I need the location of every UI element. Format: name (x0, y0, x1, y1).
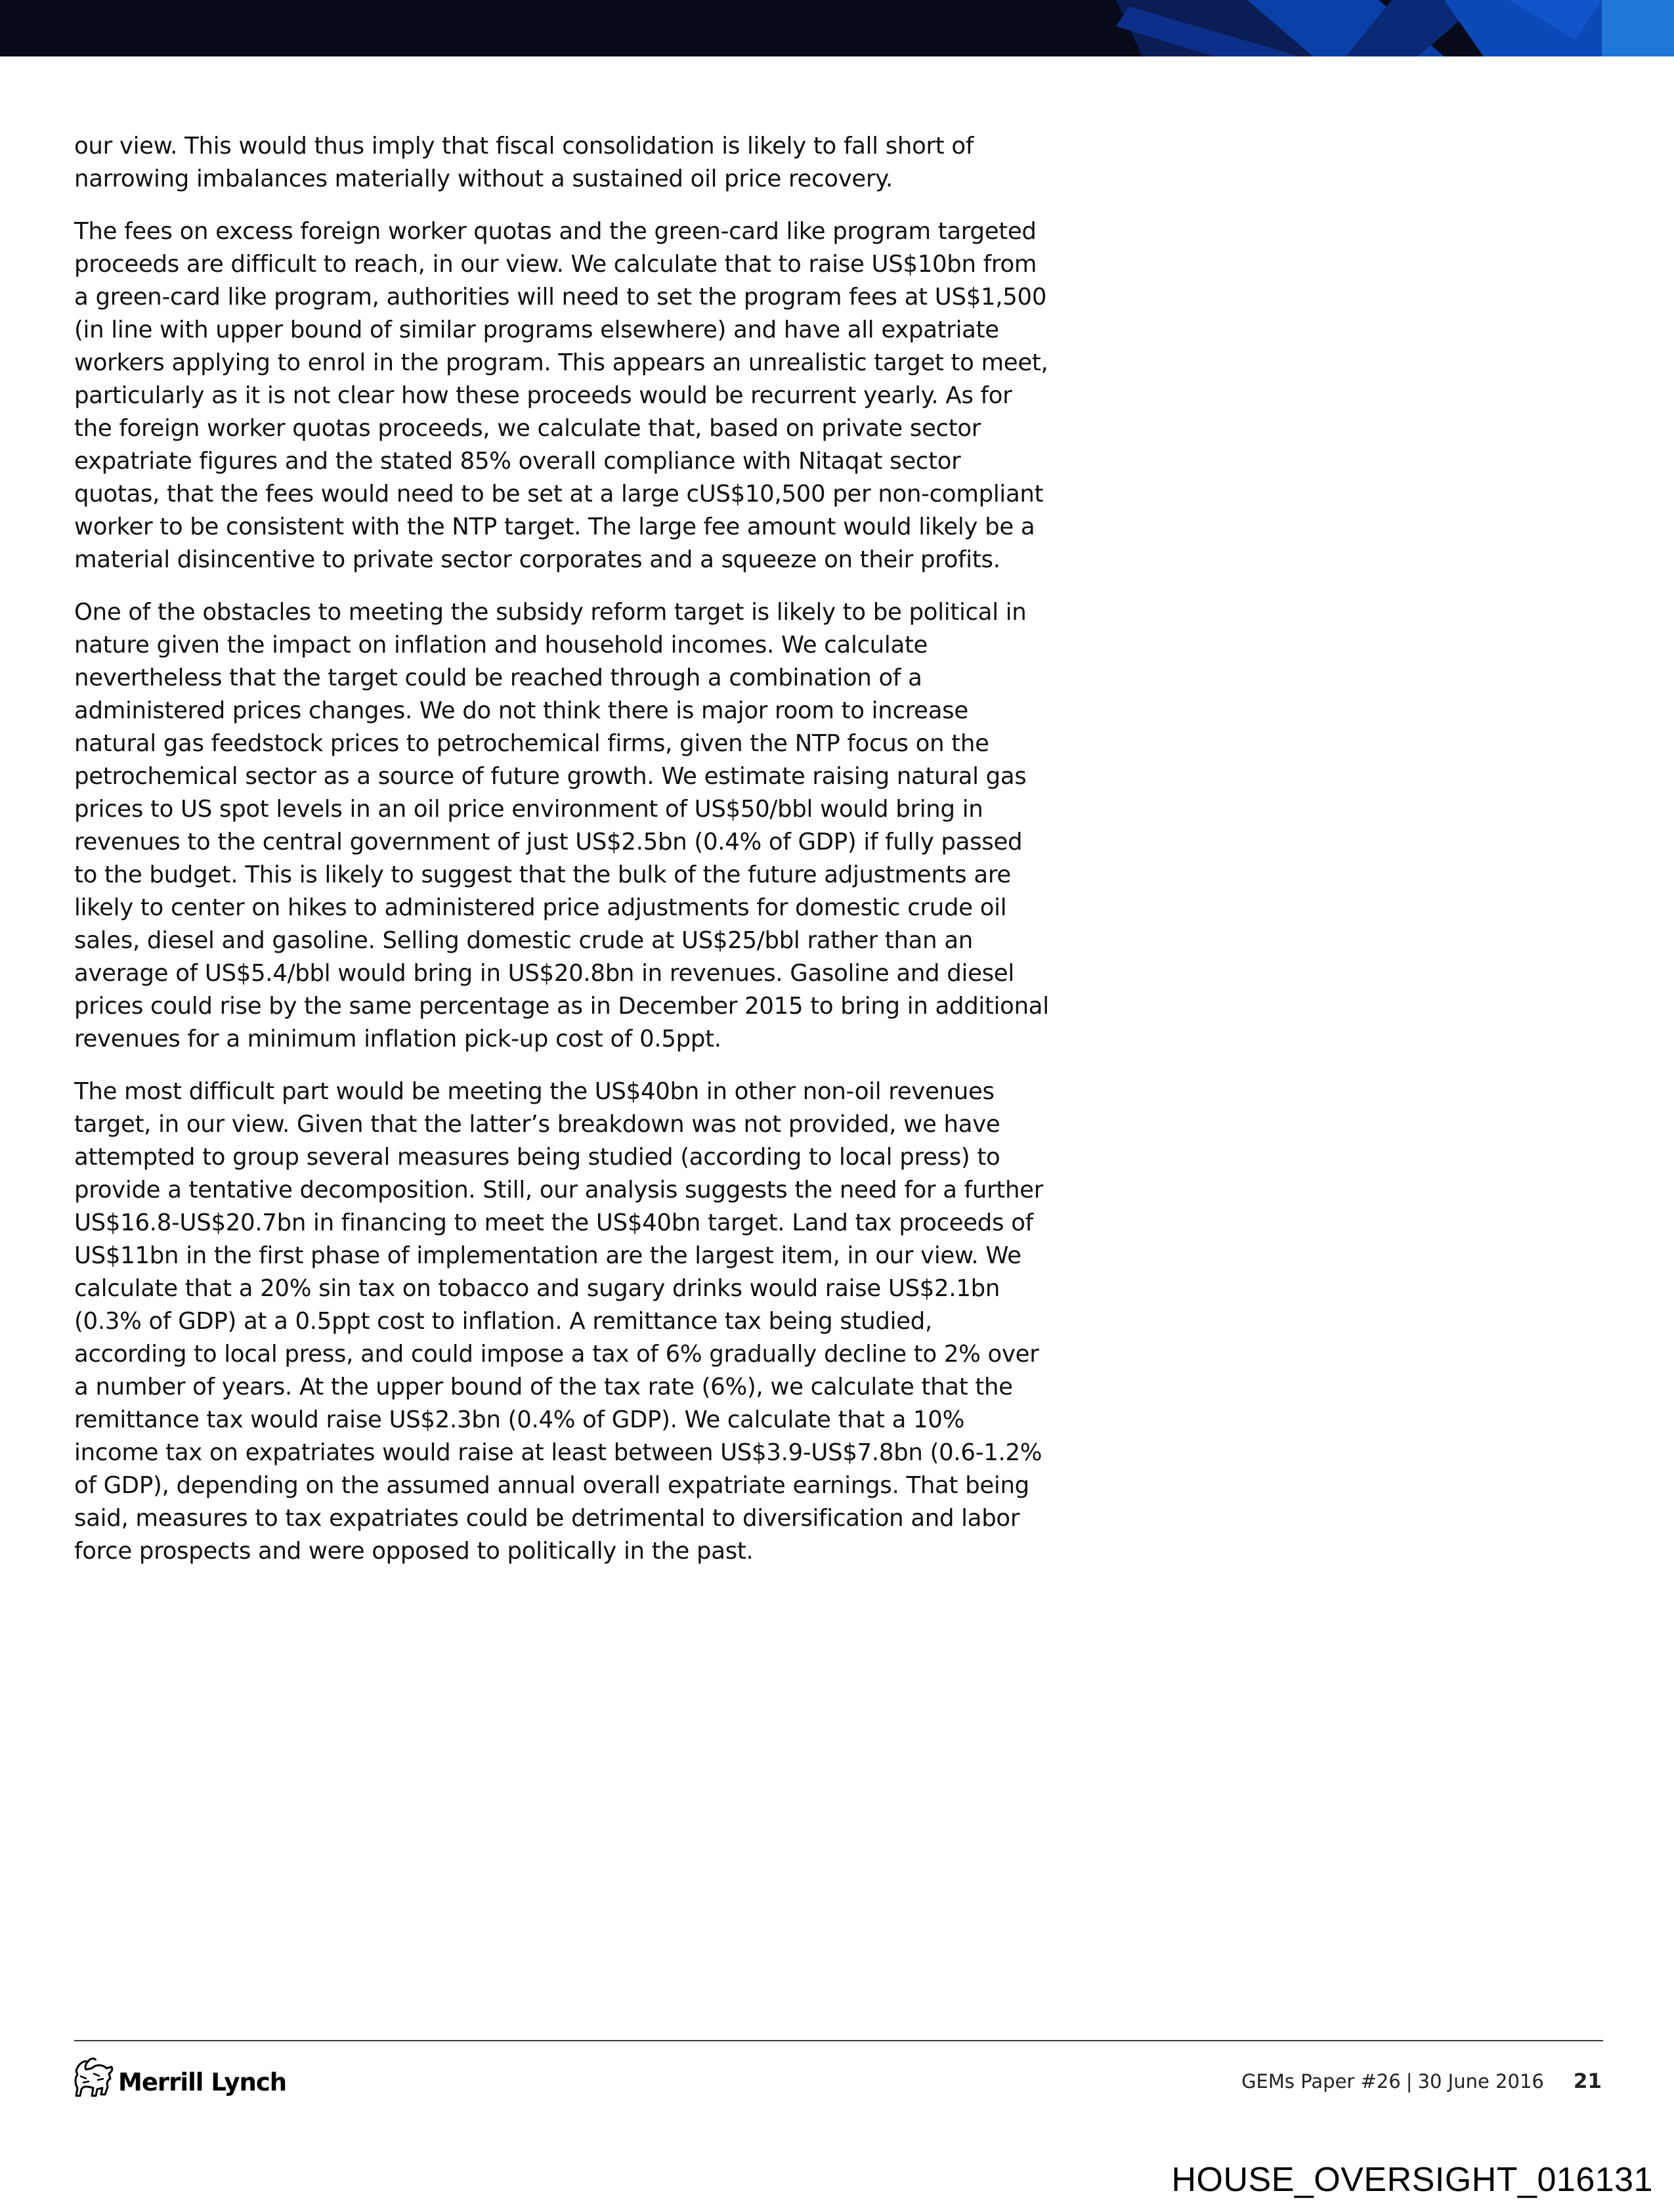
banner-graphic (0, 0, 1674, 56)
paragraph-4: The most difficult part would be meeting the US$40bn in other non-oil revenues target, in our view. Given that the latter’s breakdown was not provided, we have attempted to group several measures being studied (according to local press) to provide a tentative decomposition. Still, our analysis suggests the need for a further US$16.8-US$20.7bn in financing to meet the US$40bn target. Land tax proceeds of US$11bn in the first phase of implementation are the largest item, in our view. We calculate that a 20% sin tax on tobacco and sugary drinks would raise US$2.1bn (0.3% of GDP) at a 0.5ppt cost to inflation. A remittance tax being studied, according to local press, and could impose a tax of 6% gradually decline to 2% over a number of years. At the upper bound of the tax rate (6%), we calculate that the remittance tax would raise US$2.3bn (0.4% of GDP). We calculate that a 10% income tax on expatriates would raise at least between US$3.9-US$7.8bn (0.6-1.2% of GDP), depending on the assumed annual overall expatriate earnings. That being said, measures to tax expatriates could be detrimental to diversification and labor force prospects and were opposed to politically in the past. (74, 1078, 1044, 1565)
top-banner (0, 0, 1674, 56)
publication-date: 30 June 2016 (1417, 2070, 1544, 2093)
publication-title: GEMs Paper #26 (1241, 2070, 1401, 2093)
bull-icon (74, 2056, 116, 2100)
paragraph-3: One of the obstacles to meeting the subsidy reform target is likely to be political in nature given the impact on inflation and household incomes. We calculate nevertheless that the target could be reached through a combination of a administered prices changes. We do not think there is major room to increase natural gas feedstock prices to petrochemical firms, given the NTP focus on the petrochemical sector as a source of future growth. We estimate raising natural gas prices to US spot levels in an oil price environment of US$50/bbl would bring in revenues to the central government of just US$2.5bn (0.4% of GDP) if fully passed to the budget. This is likely to suggest that the bulk of the future adjustments are likely to center on hikes to administered price adjustments for domestic crude oil sales, diesel and gasoline. Selling domestic crude at US$25/bbl rather than an average of US$5.4/bbl would bring in US$20.8bn in revenues. Gasoline and diesel prices could rise by the same percentage as in December 2015 to bring in additional revenues for a minimum inflation pick-up cost of 0.5ppt. (74, 599, 1049, 1052)
merrill-lynch-logo (74, 2055, 286, 2101)
footer-divider (74, 2040, 1603, 2041)
article-body (74, 130, 1049, 1588)
bates-stamp: HOUSE_OVERSIGHT_016131 (1171, 2161, 1653, 2199)
footer-info (1241, 2070, 1602, 2093)
footer-separator: | (1406, 2070, 1413, 2093)
logo-wordmark: Merrill Lynch (118, 2068, 287, 2096)
paragraph-2: The fees on excess foreign worker quotas and the green-card like program targeted proceeds are difficult to reach, in our view. We calculate that to raise US$10bn from a green-card like program, authorities will need to set the program fees at US$1,500 (in line with upper bound of similar programs elsewhere) and have all expatriate workers applying to enrol in the program. This appears an unrealistic target to meet, particularly as it is not clear how these proceeds would be recurrent yearly. As for the foreign worker quotas proceeds, we calculate that, based on private sector expatriate figures and the stated 85% overall compliance with Nitaqat sector quotas, that the fees would need to be set at a large cUS$10,500 per non-compliant worker to be consistent with the NTP target. The large fee amount would likely be a material disincentive to private sector corporates and a squeeze on their profits. (74, 218, 1048, 573)
paragraph-1: our view. This would thus imply that fiscal consolidation is likely to fall short of narrowing imbalances materially without a sustained oil price recovery. (74, 133, 974, 192)
page-number: 21 (1573, 2070, 1602, 2093)
